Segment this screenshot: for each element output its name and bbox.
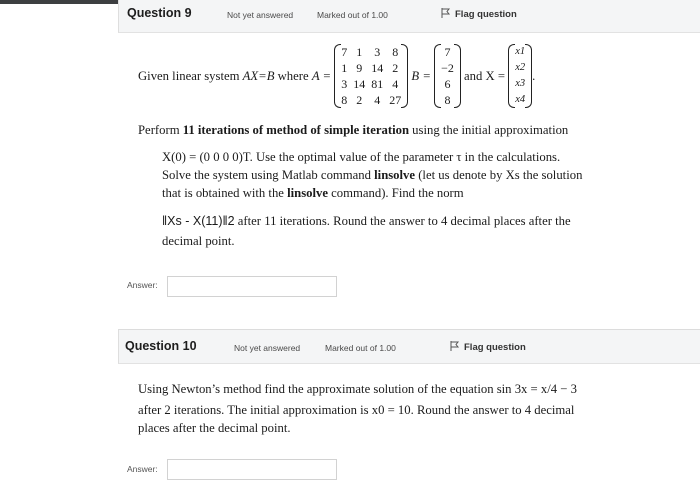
matrix-a-cell: 8 (341, 93, 348, 107)
matrix-a-cell: 2 (356, 93, 363, 107)
vector-b (434, 44, 461, 108)
system-line: Given linear system AX=B where A = 7 1 3 8 1 9 14 2 3 14 81 4 8 2 4 27 B = 7 −2 6 8 and X = x1 x2 x3 x4 . (138, 45, 536, 107)
vector-x-cell: x1 (515, 46, 526, 57)
matrix-a-cell: 27 (389, 93, 402, 107)
q9-line-6: decimal point. (162, 234, 235, 248)
question-9-header (118, 0, 700, 33)
flag-icon (450, 341, 460, 351)
matrix-a-cell: 2 (392, 61, 399, 75)
vector-b-cell: −2 (441, 61, 454, 75)
q9-line-4: that is obtained with the linsolve command). Find the norm (162, 186, 464, 200)
vector-x-cell: x4 (515, 94, 526, 105)
answer-input[interactable] (168, 278, 336, 297)
matrix-a-cell: 81 (371, 77, 384, 91)
answer-input[interactable] (168, 461, 336, 480)
x-label: and X = (464, 69, 506, 83)
q10-line-1: Using Newton’s method find the approximate solution of the equation sin 3x = x/4 − 3 (138, 382, 577, 396)
matrix-a (334, 44, 408, 108)
flag-question-button[interactable] (441, 8, 517, 20)
matrix-a-cell: 3 (374, 45, 381, 59)
system-expr: AX=B (242, 69, 275, 83)
matrix-a-cell: 1 (356, 45, 363, 59)
q9-line-5: ‖Xs - X(11)‖2 after 11 iterations. Round the answer to 4 decimal places after the (162, 214, 571, 228)
matrix-a-cell: 1 (341, 61, 348, 75)
matrix-a-cell: 3 (341, 77, 348, 91)
matrix-a-cell: 14 (353, 77, 366, 91)
matrix-a-cell: 4 (374, 93, 381, 107)
status-text: Not yet answered (234, 343, 301, 353)
q9-line-3: Solve the system using Matlab command linsolve (let us denote by Xs the solution (162, 168, 583, 182)
answer-label: Answer: (127, 280, 158, 290)
question-title: Question 10 (125, 339, 197, 353)
answer-input-box (167, 459, 337, 480)
question-10-header (118, 329, 700, 364)
matrix-a-cell: 9 (356, 61, 363, 75)
flag-label: Flag question (464, 342, 526, 353)
given-prefix: Given linear system (138, 69, 240, 83)
q9-line-1: Perform 11 iterations of method of simple iteration using the initial approximation (138, 123, 569, 137)
q10-line-3: places after the decimal point. (138, 421, 291, 435)
question-title: Question 9 (127, 6, 192, 20)
vector-x-cell: x3 (515, 78, 526, 89)
marks-text: Marked out of 1.00 (325, 343, 396, 353)
status-text: Not yet answered (227, 10, 294, 20)
vector-x (508, 44, 532, 108)
vector-b-cell: 6 (444, 77, 451, 91)
vector-b-cell: 8 (444, 93, 451, 107)
flag-question-button[interactable] (450, 341, 526, 353)
matrix-a-cell: 8 (392, 45, 399, 59)
marks-text: Marked out of 1.00 (317, 10, 388, 20)
matrix-a-cell: 7 (341, 45, 348, 59)
b-label: B = (411, 69, 431, 83)
flag-label: Flag question (455, 9, 517, 20)
where-text: where (277, 69, 309, 83)
norm-expression: ‖Xs - X(11)‖2 (162, 214, 235, 228)
matrix-a-cell: 4 (392, 77, 399, 91)
vector-b-cell: 7 (444, 45, 451, 59)
a-label: A = (311, 69, 332, 83)
answer-input-box (167, 276, 337, 297)
vector-x-cell: x2 (515, 62, 526, 73)
matrix-a-cell: 14 (371, 61, 384, 75)
q10-line-2: after 2 iterations. The initial approximation is x0 = 10. Round the answer to 4 decimal (138, 403, 575, 417)
answer-label: Answer: (127, 464, 158, 474)
flag-icon (441, 8, 451, 18)
q9-line-2: X(0) = (0 0 0 0)T. Use the optimal value of the parameter τ in the calculations. (162, 150, 561, 164)
